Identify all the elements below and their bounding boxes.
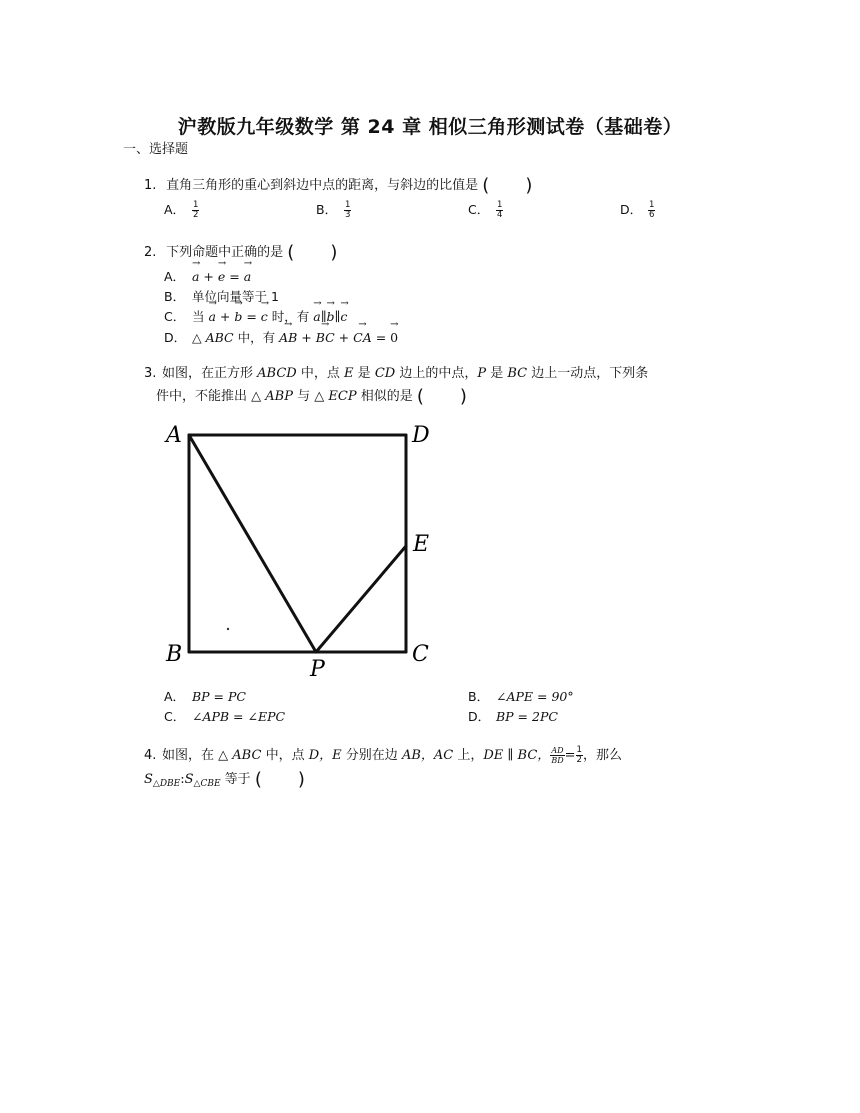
- fraction: $\frac{1}{4}$: [496, 200, 503, 220]
- option-label: D．: [468, 709, 491, 724]
- option-text: BP = 2PC: [495, 709, 558, 724]
- question-line-1: 4. 如图，在 △ ABC 中，点 D，E 分别在边 AB，AC 上，DE ∥ BC， $\frac{AD}{BD}$ = $\frac{1}{2}$ ，那么: [144, 745, 622, 765]
- math-expression: → a∥→ b∥→ c: [313, 309, 347, 324]
- option-text: 单位向量等于 1: [191, 289, 279, 304]
- option-text: 中，有: [237, 330, 276, 345]
- question-4: [144, 746, 744, 794]
- section-heading: 一、选择题: [123, 142, 189, 157]
- q3-option-c[interactable]: [164, 707, 285, 725]
- option-text: ∠APE = 90°: [495, 689, 574, 704]
- question-line-1: 3. 如图，在正方形 ABCD 中，点 E 是 CD 边上的中点，P 是 BC 边上一动点，下列条: [144, 364, 744, 384]
- math-expression: → AB + → BC + → CA = → 0: [279, 330, 398, 345]
- question-number: 2.: [144, 245, 157, 260]
- q3-option-b[interactable]: [468, 687, 574, 705]
- question-line-2: 件中，不能推出 △ ABP 与 △ ECP 相似的是 ( ): [156, 386, 467, 407]
- segment-AP: [189, 435, 316, 652]
- option-label: A．: [164, 202, 186, 217]
- option-text: 时，有: [271, 309, 310, 324]
- answer-blank: ( ): [482, 175, 533, 196]
- question-text: 直角三角形的重心到斜边中点的距离，与斜边的比值是: [166, 178, 479, 193]
- fraction: $\frac{1}{3}$: [344, 200, 351, 220]
- answer-blank: ( ): [416, 386, 467, 407]
- segment-PE: [316, 546, 406, 652]
- square-figure: [160, 418, 450, 680]
- option-label: B．: [468, 689, 490, 704]
- option-label: A．: [164, 689, 186, 704]
- q1-option-c[interactable]: [468, 200, 503, 220]
- option-label: B．: [316, 202, 338, 217]
- math-triangle: △ ABC: [191, 330, 234, 345]
- page-title: 沪教版九年级数学 第 24 章 相似三角形测试卷（基础卷）: [177, 116, 683, 138]
- q3-option-d[interactable]: [468, 707, 558, 725]
- label-D: D: [412, 423, 430, 448]
- option-label: C．: [164, 309, 186, 324]
- label-E: E: [413, 532, 430, 557]
- option-text: ∠APB = ∠EPC: [191, 709, 286, 724]
- option-text: 当: [191, 309, 205, 324]
- option-label: D．: [620, 202, 643, 217]
- option-label: D．: [164, 330, 187, 345]
- label-C: C: [412, 642, 429, 667]
- math-expression: → a + → e = → a: [192, 269, 251, 284]
- option-label: C．: [468, 202, 490, 217]
- fraction: $\frac{1}{6}$: [648, 200, 655, 220]
- q2-option-d[interactable]: [164, 328, 398, 346]
- label-P: P: [310, 657, 325, 680]
- question-number: 1.: [144, 178, 157, 193]
- q1-option-d[interactable]: [620, 200, 655, 220]
- fraction: $\frac{1}{2}$: [192, 200, 199, 220]
- option-text: BP = PC: [191, 689, 246, 704]
- label-B: B: [166, 642, 183, 667]
- question-1: [144, 176, 532, 196]
- q2-option-a[interactable]: [164, 267, 251, 285]
- stray-dot: [227, 628, 229, 630]
- question-3: [144, 364, 744, 407]
- option-label: A．: [164, 269, 186, 284]
- option-label: B．: [164, 289, 186, 304]
- question-number: 3.: [144, 366, 157, 381]
- question-text: 下列命题中正确的是: [166, 245, 284, 260]
- question-number: 4.: [144, 748, 157, 763]
- q3-option-a[interactable]: [164, 687, 246, 705]
- option-label: C．: [164, 709, 186, 724]
- q1-option-b[interactable]: [316, 200, 351, 220]
- question-line-2: $S_{\triangle DBE}:S_{\triangle CBE}$ 等于 ( ): [144, 769, 305, 790]
- answer-blank: ( ): [254, 769, 305, 790]
- fraction: $\frac{AD}{BD}$: [551, 746, 564, 765]
- question-2: [144, 243, 337, 263]
- q1-option-a[interactable]: [164, 200, 199, 220]
- math-expression: → a + → b = → c: [208, 309, 267, 324]
- fraction: $\frac{1}{2}$: [576, 745, 582, 765]
- label-A: A: [166, 423, 182, 448]
- answer-blank: ( ): [287, 242, 338, 263]
- figure-lines: [189, 435, 406, 652]
